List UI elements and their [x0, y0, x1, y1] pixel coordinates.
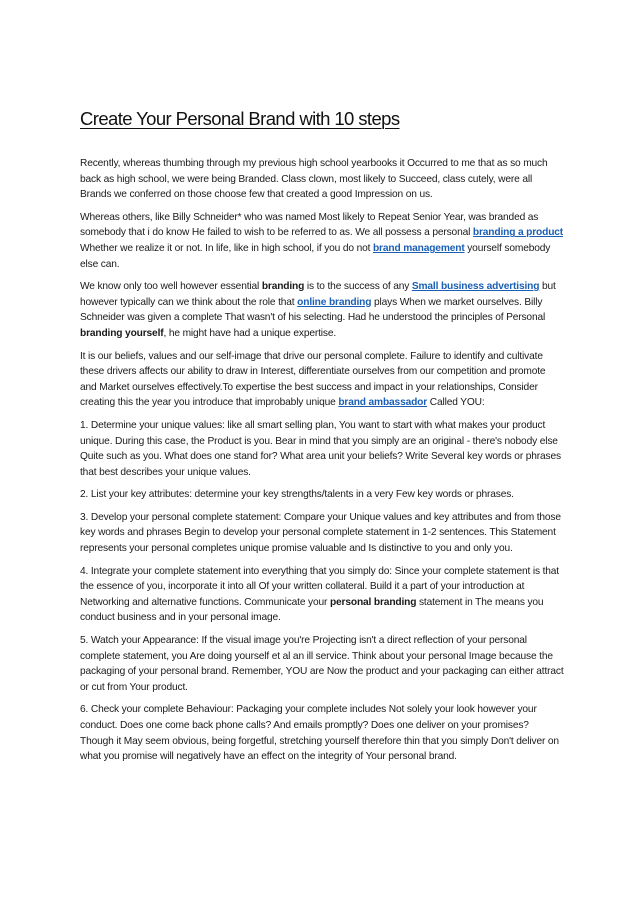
- brand-management-link[interactable]: brand management: [372, 242, 465, 254]
- text-segment: It is our beliefs, values and our self-image that drive our personal complete. Failure to identify and cultivate these drivers affects our ability to draw in Interest, differentiate ourselves from our competition and promote and Market ourselves effectively.To expertise the best success and impact in your relationships, Consider creating this the year you introduce that improbably unique: [80, 350, 546, 409]
- document-page: [80, 108, 564, 772]
- bold-personal-branding: personal branding: [329, 596, 417, 608]
- text-segment: plays When we market ourselves. Billy Schneider was given a complete That wasn't of his selecting. Had he understood the principles of Personal: [80, 296, 546, 324]
- intro-paragraph-4: [80, 349, 564, 411]
- intro-paragraph-2: [80, 210, 564, 272]
- step-6: 6. Check your complete Behaviour: Packaging your complete includes Not solely your look however your conduct. Does one come back phone calls? And emails promptly? Does one deliver on your promises? Though it May seem obvious, being forgetful, stretching yourself therefore thin that you simply Don't deliver on what you promise will negatively have an effect on the integrity of Your personal brand.: [80, 704, 559, 763]
- text-segment: is to the success of any: [304, 281, 412, 293]
- text-segment: , he might have had a unique expertise.: [163, 327, 337, 339]
- text-segment: Called YOU:: [427, 397, 485, 409]
- text-segment: statement in The means you conduct business and in your personal image.: [80, 596, 544, 624]
- step-5: 5. Watch your Appearance: If the visual image you're Projecting isn't a direct reflection of your personal complete statement, you Are doing yourself et al an ill service. Think about your personal Image because the packaging of your personal brand. Remember, YOU are Now the product and your packaging can either attract or cut from Your product.: [80, 635, 564, 693]
- step-3: 3. Develop your personal complete statement: Compare your Unique values and key attributes and from those key words and phrases Begin to develop your personal complete statement in 1-2 sentences. This Statement represents your personal completes unique promise valuable and Is distinctive to you and only you.: [80, 511, 561, 555]
- step-1: 1. Determine your unique values: like all smart selling plan, You want to start with what makes your product unique. During this case, the Product is you. Bear in mind that you simply are an original - there's nobody else Quite such as you. What does one stand for? What area unit your beliefs? Write Several key words or phrases that best describes your unique values.: [80, 419, 561, 478]
- step-4: [80, 564, 564, 626]
- bold-branding-yourself: branding yourself: [80, 327, 164, 339]
- step-2: 2. List your key attributes: determine your key strengths/talents in a very Few key words or phrases.: [80, 489, 514, 501]
- bold-branding: branding: [261, 281, 305, 293]
- branding-a-product-link[interactable]: branding a product: [472, 227, 564, 239]
- online-branding-link[interactable]: online branding: [297, 296, 372, 308]
- brand-ambassador-link[interactable]: brand ambassador: [338, 397, 428, 409]
- text-segment: 4. Integrate your complete statement into everything that you simply do: Since your complete statement is that the essence of you, incorporate it into all Of your written collateral. Build it a part of your introduction at Networking and alternative functions. Communicate your: [80, 565, 559, 608]
- text-segment: Whereas others, like Billy Schneider* who was named Most likely to Repeat Senior Year, was branded as somebody that i do know He failed to wish to be referred to as. We all possess a personal: [80, 211, 539, 239]
- text-segment: yourself somebody else can.: [80, 242, 551, 270]
- intro-paragraph-3: [80, 279, 564, 341]
- text-segment: but however typically can we think about the role that: [80, 281, 556, 308]
- page-title: Create Your Personal Brand with 10 steps: [80, 108, 400, 129]
- small-business-advertising-link[interactable]: Small business advertising: [411, 281, 540, 293]
- text-segment: Whether we realize it or not. In life, like in high school, if you do not: [80, 242, 373, 254]
- text-segment: We know only too well however essential: [80, 281, 262, 293]
- intro-paragraph-1: Recently, whereas thumbing through my previous high school yearbooks it Occurred to me that as so much back as high school, we were being Branded. Class clown, most likely to Succeed, class cutely, were all Brands we conferred on those choose few that created a good Impression on us.: [80, 158, 548, 201]
